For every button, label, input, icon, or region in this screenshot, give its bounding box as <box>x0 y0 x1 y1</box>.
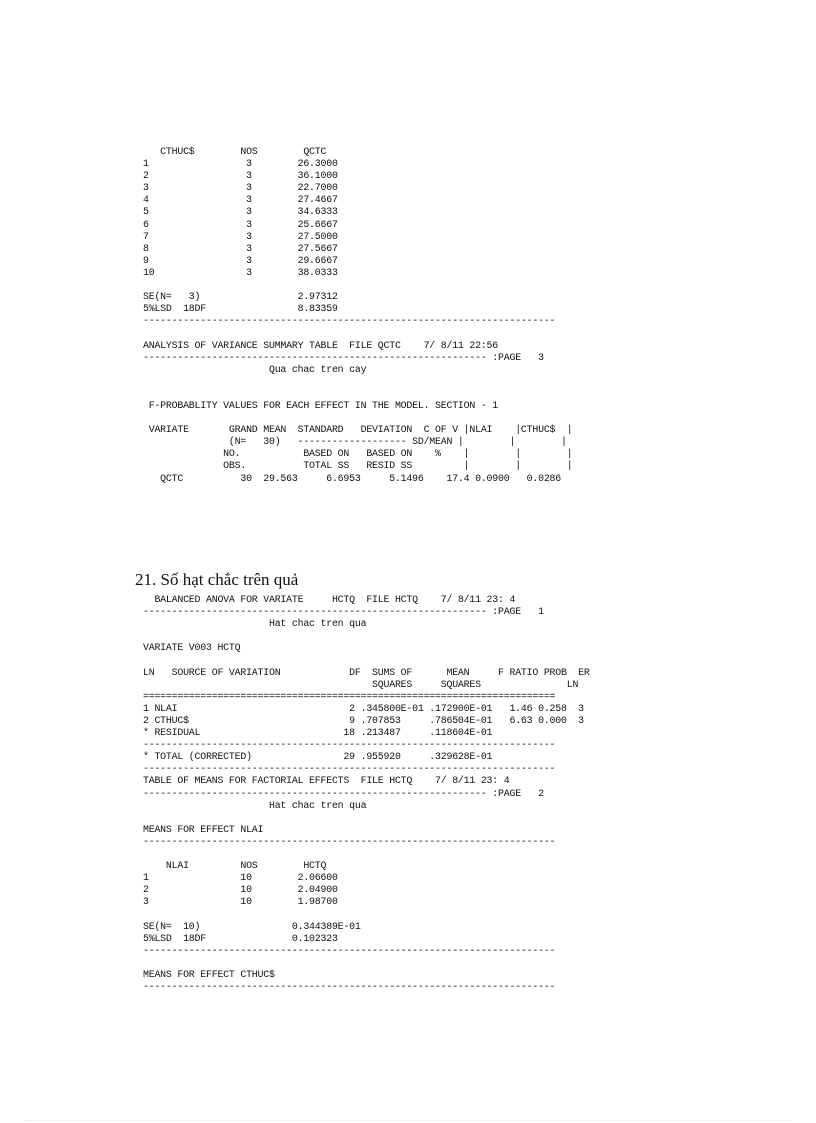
hctq-anova-output: BALANCED ANOVA FOR VARIATE HCTQ FILE HCTQ 7/ 8/11 23: 4 ------------------------------------------------------------ :PAGE 1 Hat chac tren qua VARIATE V003 HCTQ LN SOURCE OF VARIATION DF SUMS OF MEAN F RATIO PROB ER SQUARES SQUARES LN ======================================================================== 1 NLAI 2 .345800E-01 .172900E-01 1.46 0.258 3 2 CTHUC$ 9 .707853 .786504E-01 6.63 0.000 3 * RESIDUAL 18 .213487 .118604E-01 ------------------------------------------------------------------------ * TOTAL (CORRECTED) 29 .955920 .329628E-01 ------------------------------------------------------------------------ TABLE OF MEANS FOR FACTORIAL EFFECTS FILE HCTQ 7/ 8/11 23: 4 ------------------------------------------------------------ :PAGE 2 Hat chac tren qua MEANS FOR EFFECT NLAI ------------------------------------------------------------------------ NLAI NOS HCTQ 1 10 2.06600 2 10 2.04900 3 10 1.98700 SE(N= 10) 0.344389E-01 5%LSD 18DF 0.102323 ------------------------------------------------------------------------ MEANS FOR EFFECT CTHUC$ ------------------------------------------------------------------------ <box>143 594 590 992</box>
page-bottom-rule <box>24 1120 792 1121</box>
section-heading: 21. Số hạt chắc trên quả <box>135 570 299 589</box>
qctc-means-and-anova-summary: CTHUC$ NOS QCTC 1 3 26.3000 2 3 36.1000 3 3 22.7000 4 3 27.4667 5 3 34.6333 6 3 25.6667 7 3 27.5000 8 3 27.5667 9 3 29.6667 10 3 38.0333 SE(N= 3) 2.97312 5%LSD 18DF 8.83359 ------------------------------------------------------------------------ ANALYSIS OF VARIANCE SUMMARY TABLE FILE QCTC 7/ 8/11 22:56 ------------------------------------------------------------ :PAGE 3 Qua chac tren cay F-PROBABLITY VALUES FOR EACH EFFECT IN THE MODEL. SECTION - 1 VARIATE GRAND MEAN STANDARD DEVIATION C OF V |NLAI |CTHUC$ | (N= 30) ------------------- SD/MEAN | | | NO. BASED ON BASED ON % | | | OBS. TOTAL SS RESID SS | | | QCTC 30 29.563 6.6953 5.1496 17.4 0.0900 0.0286 <box>143 146 573 484</box>
